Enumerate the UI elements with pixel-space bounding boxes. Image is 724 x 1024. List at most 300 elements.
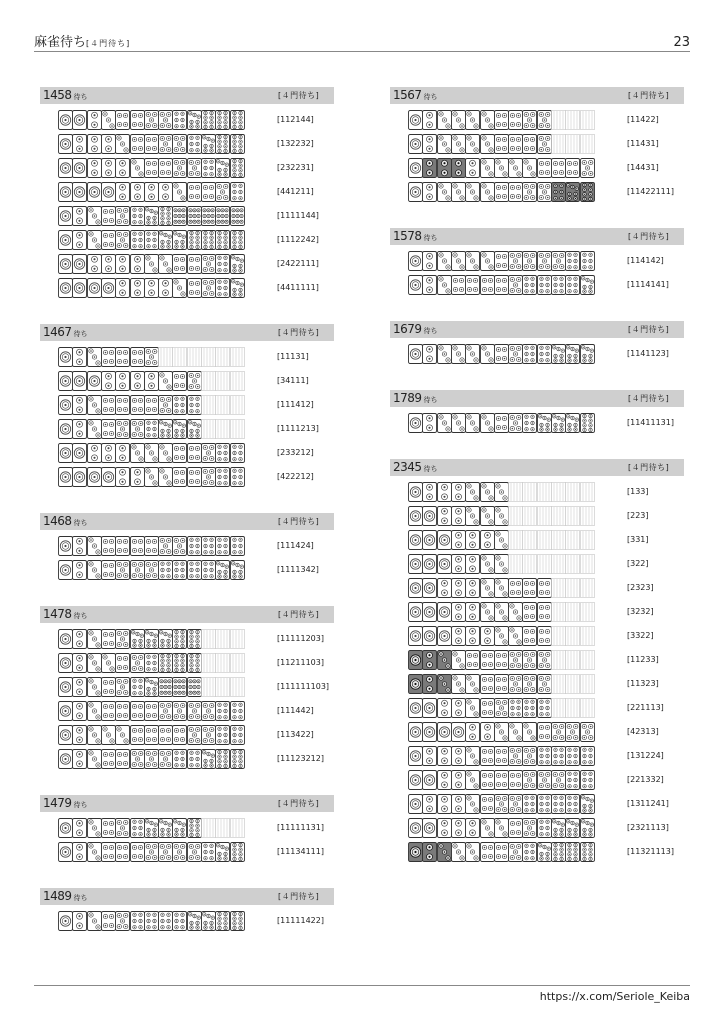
page-header: [34, 35, 690, 51]
pin-3-tile: [87, 419, 102, 439]
pin-8-tile: [215, 134, 230, 154]
pin-3-tile: [480, 818, 495, 838]
pin-6-tile: [551, 275, 566, 295]
face-down-tile: [580, 674, 595, 694]
tile-hand: [408, 746, 628, 766]
section-wait-label: 待ち: [423, 327, 438, 335]
pin-5-tile: [115, 560, 130, 580]
pin-1-tile: [58, 677, 73, 697]
pin-3-tile: [480, 482, 495, 502]
pin-3-tile: [494, 626, 509, 646]
pin-1-tile: [408, 530, 423, 550]
pin-1-tile: [58, 230, 73, 250]
pin-7-tile: [187, 110, 202, 130]
pin-7-tile: [187, 419, 202, 439]
pin-2-tile: [437, 158, 452, 178]
hand-code: [112144]: [277, 115, 314, 124]
pin-6-tile: [508, 698, 523, 718]
pin-5-tile: [158, 110, 173, 130]
pin-4-tile: [115, 395, 130, 415]
pin-5-tile: [144, 110, 159, 130]
pin-6-tile: [187, 749, 202, 769]
pin-5-tile: [508, 650, 523, 670]
pin-5-tile: [144, 749, 159, 769]
pin-1-tile: [408, 770, 423, 790]
pin-2-tile: [72, 395, 87, 415]
pin-6-tile: [215, 536, 230, 556]
hand-row: [408, 132, 684, 156]
section-rows: [40, 530, 334, 582]
pin-3-tile: [465, 482, 480, 502]
section-tag: [４門待ち]: [278, 610, 320, 619]
pin-1-tile: [72, 110, 87, 130]
pin-1-tile: [58, 536, 73, 556]
hand-row: [408, 816, 684, 840]
pin-2-tile: [437, 482, 452, 502]
hand-code: [111111103]: [277, 682, 330, 691]
pin-8-tile: [201, 110, 216, 130]
face-down-tile: [201, 629, 216, 649]
pin-5-tile: [522, 818, 537, 838]
pin-9-tile: [172, 206, 187, 226]
page-title-text: 麻雀待ち: [34, 35, 87, 50]
face-down-tile: [551, 578, 566, 598]
hand-row: [58, 747, 334, 771]
face-down-tile: [230, 419, 245, 439]
section-wait-label: 待ち: [73, 801, 88, 809]
pin-2-tile: [130, 254, 145, 274]
pin-3-tile: [494, 530, 509, 550]
face-down-tile: [522, 506, 537, 526]
pin-6-tile: [230, 701, 245, 721]
tile-hand: [58, 395, 278, 415]
face-down-tile: [215, 677, 230, 697]
pin-4-tile: [480, 674, 495, 694]
pin-7-tile: [201, 134, 216, 154]
face-down-tile: [230, 677, 245, 697]
pin-2-tile: [72, 653, 87, 673]
pin-5-tile: [144, 347, 159, 367]
pin-4-tile: [508, 182, 523, 202]
pin-5-tile: [537, 770, 552, 790]
pin-7-tile: [580, 794, 595, 814]
pin-3-tile: [508, 722, 523, 742]
face-down-tile: [565, 674, 580, 694]
pin-2-tile: [72, 749, 87, 769]
face-down-tile: [551, 650, 566, 670]
face-down-tile: [551, 134, 566, 154]
pin-4-tile: [115, 842, 130, 862]
pin-5-tile: [115, 629, 130, 649]
pin-4-tile: [480, 794, 495, 814]
tile-hand: [58, 911, 278, 931]
pin-3-tile: [494, 482, 509, 502]
pin-3-tile: [480, 602, 495, 622]
pin-4-tile: [494, 275, 509, 295]
pin-7-tile: [172, 818, 187, 838]
face-down-tile: [580, 110, 595, 130]
pin-3-tile: [451, 650, 466, 670]
pin-3-tile: [480, 158, 495, 178]
pin-2-tile: [465, 554, 480, 574]
pin-5-tile: [522, 650, 537, 670]
pin-5-tile: [187, 725, 202, 745]
pin-3-tile: [522, 722, 537, 742]
pin-3-tile: [437, 134, 452, 154]
hand-code: [11422111]: [627, 187, 674, 196]
wait-section: [390, 459, 684, 864]
wait-section: [40, 888, 334, 933]
pin-2-tile: [87, 110, 102, 130]
pin-7-tile: [144, 818, 159, 838]
pin-2-tile: [437, 698, 452, 718]
pin-7-tile: [230, 560, 245, 580]
section-rows: [390, 407, 684, 435]
pin-5-tile: [130, 653, 145, 673]
pin-4-tile: [144, 536, 159, 556]
hand-row: [408, 528, 684, 552]
pin-3-tile: [101, 653, 116, 673]
hand-row: [408, 744, 684, 768]
section-tag: [４門待ち]: [628, 394, 670, 403]
tile-hand: [408, 602, 628, 622]
pin-5-tile: [130, 419, 145, 439]
hand-row: [408, 576, 684, 600]
pin-3-tile: [87, 230, 102, 250]
face-down-tile: [215, 419, 230, 439]
section-tag: [４門待ち]: [278, 328, 320, 337]
face-down-tile: [201, 653, 216, 673]
pin-6-tile: [215, 725, 230, 745]
tile-hand: [58, 443, 278, 463]
section-wait-numbers: [43, 88, 88, 105]
pin-4-tile: [465, 650, 480, 670]
pin-1-tile: [422, 770, 437, 790]
pin-3-tile: [87, 677, 102, 697]
pin-1-tile: [437, 722, 452, 742]
hand-code: [113422]: [277, 730, 314, 739]
hand-row: [408, 249, 684, 273]
hand-row: [58, 393, 334, 417]
hand-code: [4411111]: [277, 283, 319, 292]
tile-hand: [408, 578, 628, 598]
pin-5-tile: [508, 251, 523, 271]
section-wait-label: 待ち: [423, 465, 438, 473]
face-down-tile: [580, 134, 595, 154]
pin-6-tile: [215, 467, 230, 487]
pin-6-tile: [144, 911, 159, 931]
pin-1-tile: [58, 818, 73, 838]
pin-1-tile: [58, 467, 73, 487]
pin-6-tile: [522, 344, 537, 364]
pin-2-tile: [480, 722, 495, 742]
pin-5-tile: [565, 722, 580, 742]
pin-4-tile: [522, 134, 537, 154]
hand-row: [408, 672, 684, 696]
pin-2-tile: [422, 158, 437, 178]
pin-5-tile: [522, 182, 537, 202]
pin-1-tile: [58, 629, 73, 649]
face-down-tile: [580, 506, 595, 526]
pin-5-tile: [201, 725, 216, 745]
section-wait-numbers: [43, 796, 88, 813]
pin-2-tile: [130, 278, 145, 298]
pin-3-tile: [494, 554, 509, 574]
hand-row: [58, 108, 334, 132]
pin-2-tile: [101, 158, 116, 178]
hand-code: [11411131]: [627, 418, 674, 427]
pin-5-tile: [115, 419, 130, 439]
tile-hand: [58, 653, 278, 673]
pin-4-tile: [172, 371, 187, 391]
pin-8-tile: [187, 230, 202, 250]
pin-5-tile: [508, 413, 523, 433]
hand-row: [58, 816, 334, 840]
hand-row: [408, 792, 684, 816]
pin-7-tile: [215, 560, 230, 580]
header-divider: [34, 51, 690, 52]
tile-hand: [408, 530, 628, 550]
pin-5-tile: [144, 842, 159, 862]
pin-2-tile: [451, 818, 466, 838]
hand-row: [408, 108, 684, 132]
pin-6-tile: [144, 230, 159, 250]
face-down-tile: [565, 530, 580, 550]
pin-5-tile: [551, 770, 566, 790]
face-down-tile: [201, 371, 216, 391]
pin-4-tile: [130, 395, 145, 415]
pin-2-tile: [87, 134, 102, 154]
hand-code: [1111342]: [277, 565, 319, 574]
pin-1-tile: [408, 158, 423, 178]
pin-6-tile: [580, 251, 595, 271]
section-wait-numbers: [393, 391, 438, 408]
pin-4-tile: [101, 701, 116, 721]
section-header: [390, 228, 684, 245]
hand-code: [2321113]: [627, 823, 669, 832]
section-wait-label: 待ち: [73, 93, 88, 101]
pin-6-tile: [230, 443, 245, 463]
pin-1-tile: [422, 602, 437, 622]
pin-4-tile: [101, 560, 116, 580]
wait-section: [40, 324, 334, 489]
pin-1-tile: [87, 467, 102, 487]
pin-4-tile: [480, 650, 495, 670]
pin-3-tile: [465, 344, 480, 364]
pin-3-tile: [87, 653, 102, 673]
section-wait-numbers: [393, 460, 438, 477]
hand-code: [11111422]: [277, 916, 324, 925]
face-down-tile: [565, 506, 580, 526]
hand-row: [408, 600, 684, 624]
pin-4-tile: [130, 347, 145, 367]
pin-2-tile: [144, 182, 159, 202]
pin-5-tile: [551, 251, 566, 271]
tile-hand: [58, 110, 278, 130]
pin-4-tile: [115, 536, 130, 556]
tile-hand: [408, 818, 628, 838]
pin-6-tile: [522, 698, 537, 718]
pin-9-tile: [172, 677, 187, 697]
section-tag: [４門待ち]: [628, 91, 670, 100]
pin-8-tile: [230, 110, 245, 130]
pin-4-tile: [465, 275, 480, 295]
pin-5-tile: [144, 560, 159, 580]
pin-3-tile: [172, 278, 187, 298]
pin-3-tile: [87, 560, 102, 580]
pin-3-tile: [451, 842, 466, 862]
face-down-tile: [551, 626, 566, 646]
hand-code: [11233]: [627, 655, 659, 664]
pin-2-tile: [72, 206, 87, 226]
pin-4-tile: [101, 230, 116, 250]
pin-4-tile: [508, 134, 523, 154]
pin-6-tile: [201, 536, 216, 556]
pin-7-tile: [551, 818, 566, 838]
pin-2-tile: [72, 725, 87, 745]
pin-3-tile: [494, 602, 509, 622]
pin-3-tile: [494, 158, 509, 178]
pin-2-tile: [87, 443, 102, 463]
pin-3-tile: [87, 347, 102, 367]
hand-row: [58, 156, 334, 180]
pin-2-tile: [451, 698, 466, 718]
pin-1-tile: [437, 554, 452, 574]
face-down-tile: [508, 530, 523, 550]
pin-2-tile: [465, 722, 480, 742]
hand-code: [11211103]: [277, 658, 324, 667]
pin-4-tile: [115, 347, 130, 367]
pin-1-tile: [437, 626, 452, 646]
tile-hand: [58, 560, 278, 580]
hand-row: [58, 417, 334, 441]
pin-1-tile: [422, 698, 437, 718]
pin-5-tile: [187, 842, 202, 862]
pin-4-tile: [494, 251, 509, 271]
tile-hand: [408, 842, 628, 862]
face-down-tile: [551, 110, 566, 130]
tile-hand: [58, 749, 278, 769]
pin-6-tile: [144, 653, 159, 673]
face-down-tile: [551, 506, 566, 526]
pin-2-tile: [130, 182, 145, 202]
pin-1-tile: [408, 134, 423, 154]
pin-3-tile: [87, 818, 102, 838]
pin-7-tile: [230, 278, 245, 298]
face-down-tile: [580, 650, 595, 670]
pin-6-tile: [580, 770, 595, 790]
pin-2-tile: [72, 842, 87, 862]
face-down-tile: [522, 554, 537, 574]
pin-3-tile: [465, 746, 480, 766]
section-wait-label: 待ち: [73, 330, 88, 338]
pin-1-tile: [408, 818, 423, 838]
pin-7-tile: [158, 818, 173, 838]
pin-3-tile: [87, 725, 102, 745]
face-down-tile: [508, 482, 523, 502]
section-header: [40, 606, 334, 623]
pin-2-tile: [422, 746, 437, 766]
pin-6-tile: [215, 254, 230, 274]
face-down-tile: [537, 506, 552, 526]
pin-3-tile: [101, 110, 116, 130]
section-header: [390, 459, 684, 476]
pin-1-tile: [408, 110, 423, 130]
pin-4-tile: [494, 110, 509, 130]
pin-7-tile: [565, 344, 580, 364]
pin-1-tile: [58, 560, 73, 580]
hand-code: [1111213]: [277, 424, 319, 433]
hand-code: [14431]: [627, 163, 659, 172]
pin-4-tile: [508, 578, 523, 598]
pin-1-tile: [58, 911, 73, 931]
pin-3-tile: [465, 698, 480, 718]
face-down-tile: [580, 530, 595, 550]
tile-hand: [408, 650, 628, 670]
pin-2-tile: [451, 158, 466, 178]
pin-1-tile: [58, 254, 73, 274]
pin-5-tile: [158, 749, 173, 769]
pin-6-tile: [551, 182, 566, 202]
hand-row: [408, 648, 684, 672]
hand-code: [2323]: [627, 583, 654, 592]
pin-7-tile: [158, 629, 173, 649]
pin-1-tile: [408, 251, 423, 271]
pin-6-tile: [172, 110, 187, 130]
pin-1-tile: [408, 842, 423, 862]
pin-7-tile: [158, 419, 173, 439]
pin-5-tile: [508, 794, 523, 814]
pin-9-tile: [201, 206, 216, 226]
tile-hand: [408, 506, 628, 526]
face-down-tile: [172, 347, 187, 367]
section-number: 1789: [393, 391, 422, 405]
pin-5-tile: [115, 818, 130, 838]
pin-4-tile: [480, 770, 495, 790]
pin-2-tile: [422, 134, 437, 154]
hand-code: [322]: [627, 559, 649, 568]
section-header: [390, 390, 684, 407]
pin-5-tile: [115, 677, 130, 697]
pin-3-tile: [101, 725, 116, 745]
pin-4-tile: [187, 467, 202, 487]
face-down-tile: [565, 650, 580, 670]
pin-1-tile: [58, 110, 73, 130]
pin-3-tile: [87, 749, 102, 769]
hand-row: [58, 345, 334, 369]
pin-1-tile: [58, 653, 73, 673]
pin-6-tile: [201, 560, 216, 580]
pin-4-tile: [187, 278, 202, 298]
tile-hand: [408, 770, 628, 790]
hand-code: [132232]: [277, 139, 314, 148]
hand-row: [408, 720, 684, 744]
hand-row: [58, 627, 334, 651]
pin-3-tile: [144, 443, 159, 463]
pin-8-tile: [230, 911, 245, 931]
pin-2-tile: [115, 467, 130, 487]
pin-3-tile: [465, 134, 480, 154]
hand-row: [58, 369, 334, 393]
section-header: [40, 324, 334, 341]
pin-3-tile: [451, 134, 466, 154]
face-down-tile: [537, 530, 552, 550]
hand-code: [42313]: [627, 727, 659, 736]
pin-2-tile: [115, 371, 130, 391]
wait-section: [390, 228, 684, 297]
pin-3-tile: [87, 629, 102, 649]
pin-1-tile: [408, 674, 423, 694]
